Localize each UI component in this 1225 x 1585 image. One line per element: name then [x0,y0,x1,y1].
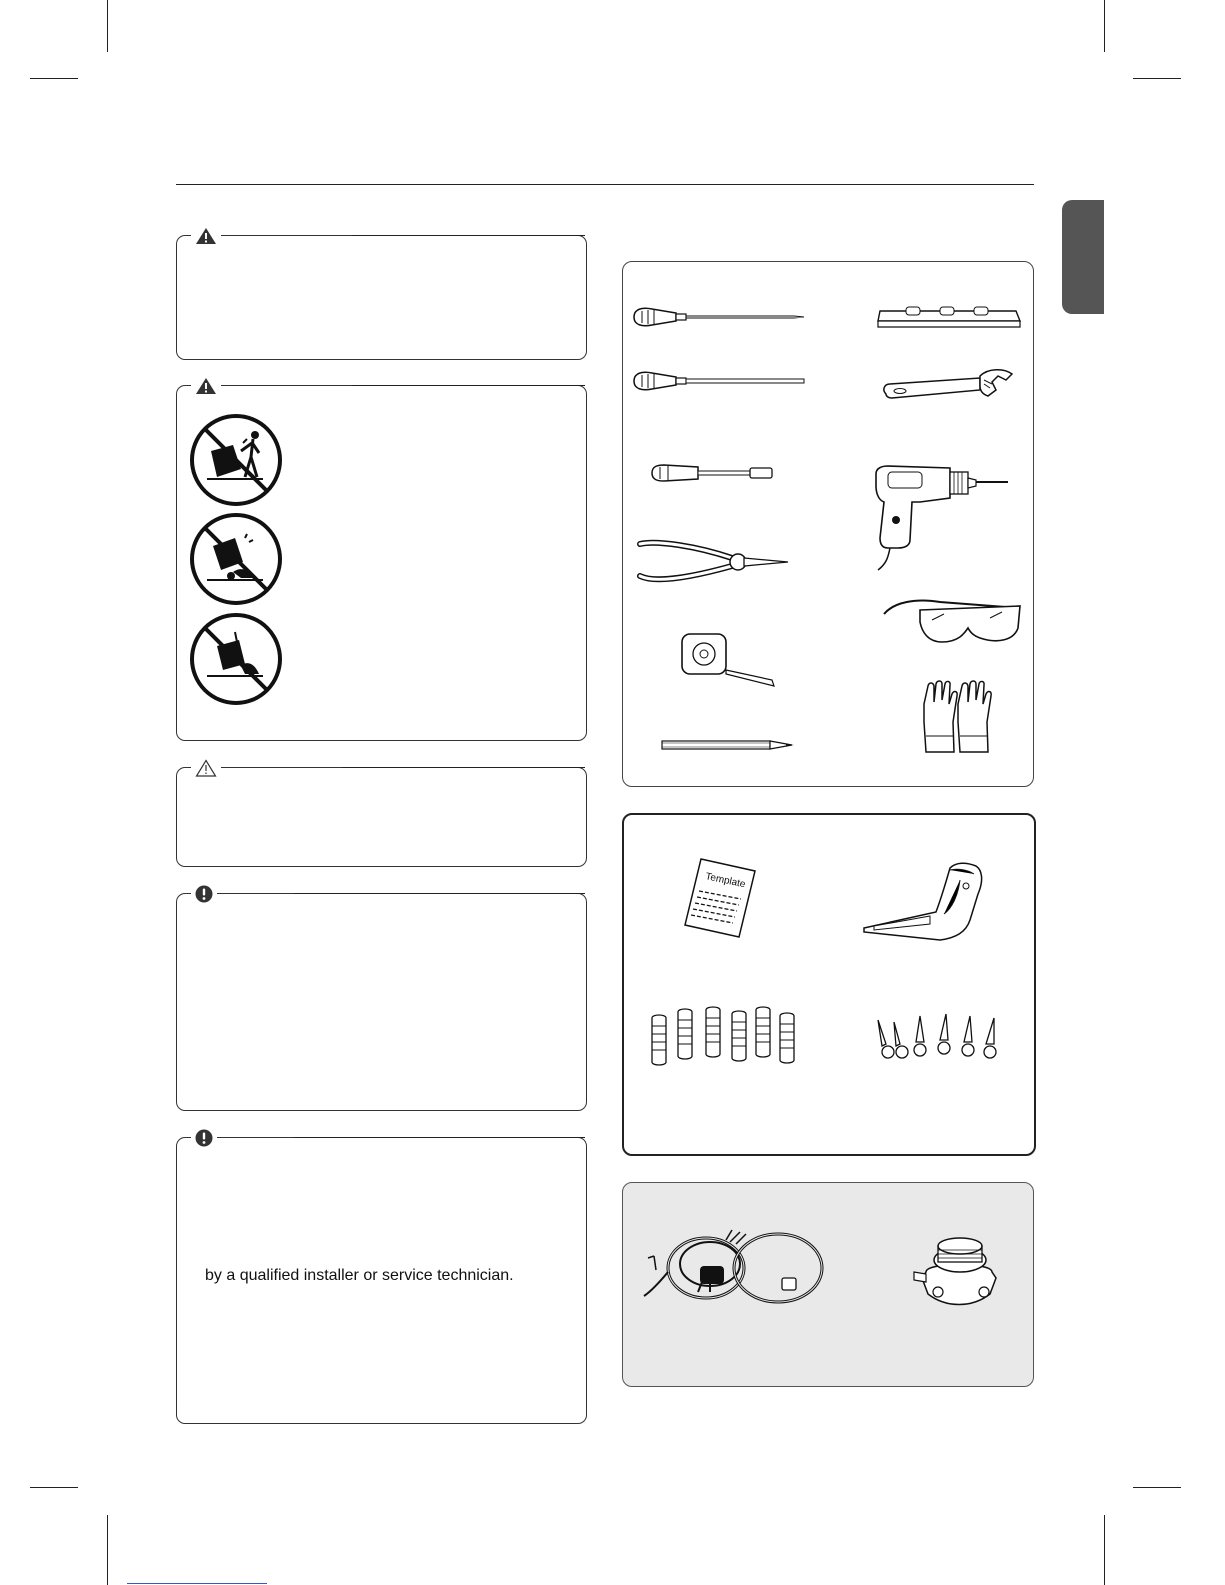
pencil-image [660,738,798,752]
caution-header-rule [342,767,585,768]
warning-header [191,227,221,245]
crop-mark [1104,0,1105,52]
warning-header [191,377,221,395]
no-climbing-icon [189,512,283,606]
footer-link-underline [127,1583,267,1584]
exclamation-circle-icon [195,885,213,903]
template-label: Template [704,871,747,891]
flat-screwdriver-image [632,369,808,393]
power-cord-image [640,1222,830,1312]
warning-header-rule [352,235,585,236]
no-pinching-icon [189,612,283,706]
anti-tip-bracket-image [860,860,986,944]
notice-header [191,885,217,903]
crop-mark [1104,1515,1105,1585]
crop-mark [107,0,108,52]
level-image [876,303,1022,329]
notice-header-rule [294,1137,585,1138]
warning-header-rule [352,385,585,386]
phillips-screwdriver-image [632,305,808,329]
exclamation-circle-icon [195,1129,213,1147]
wall-anchors-image [648,1004,806,1068]
notice-header-rule [294,893,585,894]
safety-glasses-image [880,592,1024,648]
crop-mark [30,1487,78,1488]
crop-mark [30,78,78,79]
strain-relief-image [912,1238,1008,1314]
nut-driver-image [650,462,776,484]
warning-triangle-filled-icon [195,377,217,395]
notice-box [176,893,587,1111]
crop-mark [1133,78,1181,79]
header-rule [176,184,1034,185]
needle-nose-pliers-image [636,536,792,588]
crop-mark [1133,1487,1181,1488]
template-sheet-image [683,857,757,939]
gloves-image [918,678,998,754]
installer-note: by a qualified installer or service technician. [205,1267,514,1284]
caution-header [191,759,221,777]
crop-mark [107,1515,108,1585]
caution-triangle-outline-icon [195,759,217,777]
notice-header [191,1129,217,1147]
tape-measure-image [680,630,780,690]
no-tip-over-icon [189,413,283,507]
warning-box [176,235,587,360]
lag-screws-image [870,1010,1004,1066]
adjustable-wrench-image [880,366,1020,406]
power-drill-image [866,462,1012,572]
caution-box [176,767,587,867]
warning-triangle-filled-icon [195,227,217,245]
language-tab [1062,200,1104,314]
